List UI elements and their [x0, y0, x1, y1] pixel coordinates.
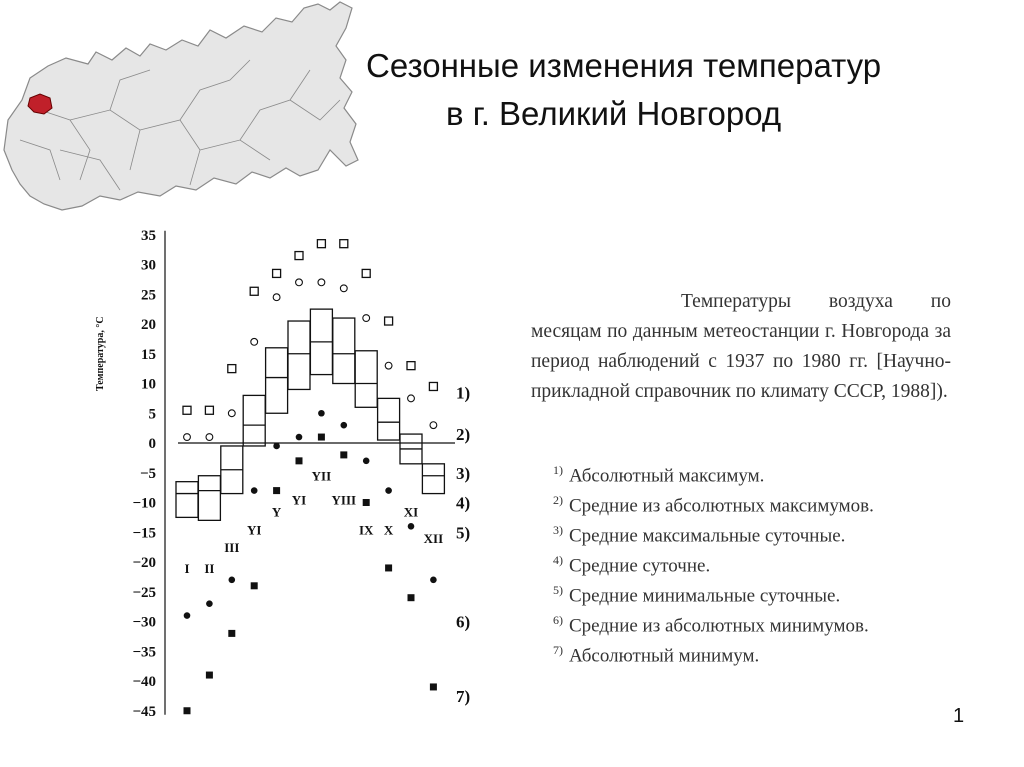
abs-min-point [340, 451, 347, 458]
legend-num: 2) [553, 493, 563, 507]
legend-list [553, 455, 874, 665]
legend-text: Абсолютный максимум. [569, 465, 765, 487]
legend-text: Средние из абсолютных минимумов. [569, 615, 869, 637]
y-tick-label: −25 [132, 584, 156, 601]
monthly-box [355, 351, 377, 408]
abs-max-point [295, 252, 303, 260]
monthly-box [176, 482, 198, 518]
y-tick-label: 15 [141, 346, 156, 363]
map-silhouette [4, 2, 358, 210]
mean-abs-min-point [385, 487, 392, 494]
slide-title [360, 42, 1000, 138]
mean-abs-min-point [408, 523, 415, 530]
mean-abs-max-point [228, 410, 235, 417]
abs-max-point [362, 269, 370, 277]
month-label: YI [291, 492, 307, 508]
mean-abs-max-point [273, 294, 280, 301]
monthly-box [378, 398, 400, 440]
legend-text: Абсолютный минимум. [569, 645, 760, 667]
month-label: YII [311, 468, 332, 484]
month-label: III [224, 540, 240, 556]
legend-num: 5) [553, 583, 563, 597]
month-label: XII [423, 531, 444, 547]
mean-abs-max-point [430, 422, 437, 429]
month-label: YI [246, 522, 262, 538]
abs-min-point [430, 683, 437, 690]
mean-abs-max-point [184, 434, 191, 441]
monthly-box [288, 321, 310, 389]
legend-item [553, 605, 874, 635]
series-marker-label: 7) [456, 686, 471, 706]
series-marker-label: 5) [456, 523, 471, 543]
mean-abs-min-point [184, 612, 191, 619]
legend-item [553, 575, 874, 605]
mean-abs-max-point [318, 279, 325, 286]
abs-min-point [318, 434, 325, 441]
chart-caption: Температуры воздуха по месяцам по данным метеостанции г. Новгорода за период наблюдений с 1937 по 1980 гг. [Научно-прикладной справочник по климату СССР, 1988]). [531, 291, 951, 402]
legend-item [553, 455, 874, 485]
legend-text: Средние максимальные суточные. [569, 525, 846, 547]
y-tick-label: −20 [132, 555, 156, 571]
abs-max-point [340, 240, 348, 248]
abs-min-point [296, 457, 303, 464]
mean-abs-min-point [318, 410, 325, 417]
legend-item [553, 485, 874, 515]
abs-max-point [429, 382, 437, 390]
y-tick-label: 30 [141, 257, 156, 274]
legend-text: Средние из абсолютных максимумов. [569, 495, 874, 517]
y-tick-label: 25 [141, 287, 156, 304]
month-label: Y [271, 504, 282, 520]
temperature-chart [0, 215, 500, 767]
abs-min-point [251, 582, 258, 589]
month-label: YIII [331, 492, 357, 508]
mean-abs-max-point [251, 338, 258, 345]
map-land [4, 2, 358, 210]
abs-max-point [205, 406, 213, 414]
mean-abs-max-point [296, 279, 303, 286]
mean-abs-min-point [251, 487, 258, 494]
month-label: XI [403, 504, 419, 520]
legend-item [553, 515, 874, 545]
y-tick-label: 0 [148, 436, 156, 452]
mean-abs-max-point [206, 434, 213, 441]
y-tick-label: −45 [132, 703, 156, 720]
y-axis-title: Температура, °С [95, 316, 106, 392]
y-tick-label: 5 [148, 406, 156, 423]
y-tick-label: −5 [139, 465, 156, 482]
month-label: II [204, 560, 215, 576]
y-tick-label: −15 [132, 525, 156, 542]
y-tick-label: 10 [141, 376, 156, 393]
mean-abs-min-point [430, 577, 437, 584]
legend-num: 4) [553, 553, 563, 567]
month-label: X [383, 522, 394, 538]
series-marker-label: 3) [456, 463, 471, 483]
monthly-box [266, 348, 288, 413]
y-tick-label: −40 [132, 674, 156, 690]
page-number: 1 [953, 705, 965, 727]
abs-max-point [228, 365, 236, 373]
legend-num: 1) [553, 463, 563, 477]
mean-abs-max-point [363, 315, 370, 322]
month-label: I [184, 560, 190, 576]
abs-min-point [184, 707, 191, 714]
mean-abs-min-point [363, 458, 370, 465]
monthly-box [198, 476, 220, 521]
y-tick-label: −10 [132, 495, 156, 512]
abs-max-point [273, 269, 281, 277]
mean-abs-min-point [296, 434, 303, 441]
month-label: IX [358, 522, 374, 538]
abs-max-point [183, 406, 191, 414]
mean-abs-max-point [385, 362, 392, 369]
mean-abs-min-point [229, 577, 236, 584]
legend-item [553, 545, 874, 575]
legend-item [553, 635, 874, 665]
legend-num: 3) [553, 523, 563, 537]
abs-min-point [228, 630, 235, 637]
title-line-2: в г. Великий Новгород [446, 95, 782, 132]
y-tick-label: 20 [141, 317, 156, 333]
mean-abs-min-point [273, 443, 280, 450]
y-tick-label: −30 [132, 614, 156, 631]
legend-text: Средние минимальные суточные. [569, 585, 841, 607]
abs-min-point [408, 594, 415, 601]
legend-num: 6) [553, 613, 563, 627]
abs-min-point [385, 564, 392, 571]
mean-abs-min-point [206, 600, 213, 607]
series-marker-label: 4) [456, 493, 471, 513]
legend-text: Средние суточне. [569, 555, 711, 577]
title-line-1: Сезонные изменения температур [366, 47, 882, 84]
abs-min-point [206, 672, 213, 679]
series-marker-label: 1) [456, 383, 471, 403]
abs-min-point [273, 487, 280, 494]
abs-min-point [363, 499, 370, 506]
series-marker-label: 2) [456, 425, 471, 445]
monthly-box [422, 464, 444, 494]
y-tick-label: −35 [132, 644, 156, 661]
abs-max-point [407, 362, 415, 370]
mean-abs-max-point [340, 285, 347, 292]
series-marker-label: 6) [456, 612, 471, 632]
mean-abs-max-point [408, 395, 415, 402]
monthly-box [333, 318, 355, 383]
monthly-box [243, 395, 265, 446]
mean-abs-min-point [341, 422, 348, 429]
y-tick-label: 35 [141, 227, 156, 244]
russia-map [0, 0, 370, 215]
abs-max-point [385, 317, 393, 325]
abs-max-point [250, 287, 258, 295]
abs-max-point [317, 240, 325, 248]
legend-num: 7) [553, 643, 563, 657]
